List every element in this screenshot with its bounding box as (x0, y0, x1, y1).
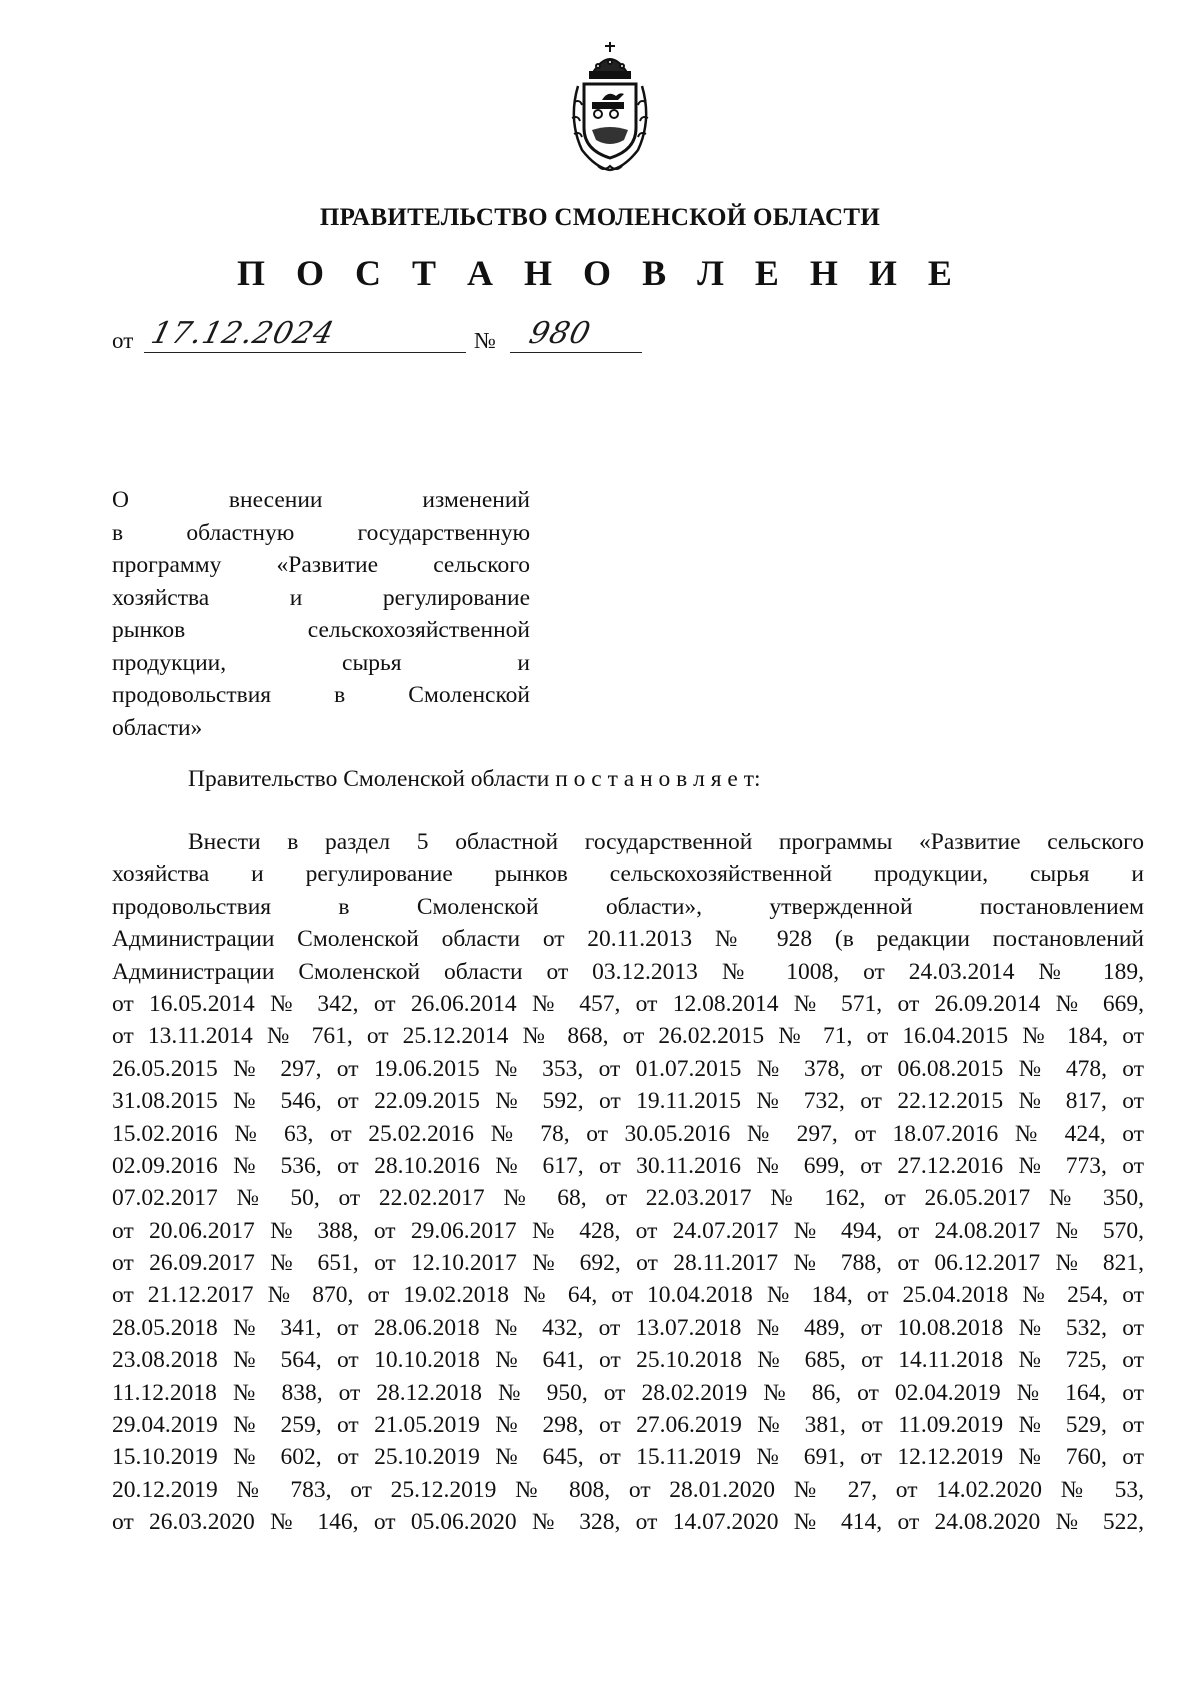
body-line: от 21.12.2017 № 870, от 19.02.2018 № 64, от 10.04.2018 № 184, от 25.04.2018 № 254, от (112, 1282, 1144, 1309)
document-subject (112, 484, 530, 744)
subject-line: продовольствия в Смоленской (112, 682, 530, 708)
body-line: 07.02.2017 № 50, от 22.02.2017 № 68, от 22.03.2017 № 162, от 26.05.2017 № 350, (112, 1185, 1144, 1212)
document-body (112, 826, 1144, 1539)
preamble-text: Правительство Смоленской области п о с т а н о в л я е т: (188, 766, 761, 792)
handwritten-number: 980 (525, 316, 595, 351)
body-line: от 16.05.2014 № 342, от 26.06.2014 № 457, от 12.08.2014 № 571, от 26.09.2014 № 669, (112, 990, 1144, 1017)
body-line: от 26.03.2020 № 146, от 05.06.2020 № 328, от 14.07.2020 № 414, от 24.08.2020 № 522, (112, 1509, 1144, 1536)
body-line: 15.10.2019 № 602, от 25.10.2019 № 645, от 15.11.2019 № 691, от 12.12.2019 № 760, от (112, 1444, 1144, 1471)
date-field (144, 318, 466, 353)
body-line: 26.05.2015 № 297, от 19.06.2015 № 353, от 01.07.2015 № 378, от 06.08.2015 № 478, от (112, 1055, 1144, 1082)
subject-line: продукции, сырья и (112, 649, 530, 676)
handwritten-date: 17.12.2024 (147, 316, 339, 351)
body-line: 31.08.2015 № 546, от 22.09.2015 № 592, от 19.11.2015 № 732, от 22.12.2015 № 817, от (112, 1088, 1144, 1115)
date-label: от (112, 328, 134, 353)
body-line: продовольствия в Смоленской области», утвержденной постановлением (112, 893, 1144, 920)
subject-line: программу «Развитие сельского (112, 552, 530, 578)
number-field (510, 318, 642, 353)
body-line: Администрации Смоленской области от 20.11.2013 № 928 (в редакции постановлений (112, 926, 1144, 953)
body-line: 28.05.2018 № 341, от 28.06.2018 № 432, от 13.07.2018 № 489, от 10.08.2018 № 532, от (112, 1314, 1144, 1341)
body-line: от 13.11.2014 № 761, от 25.12.2014 № 868, от 26.02.2015 № 71, от 16.04.2015 № 184, от (112, 1023, 1144, 1050)
subject-line: области» (112, 714, 203, 741)
smolensk-coat-of-arms-icon (562, 40, 658, 178)
subject-line: в областную государственную (112, 519, 530, 546)
body-line: 02.09.2016 № 536, от 28.10.2016 № 617, от 30.11.2016 № 699, от 27.12.2016 № 773, от (112, 1152, 1144, 1179)
body-line: 15.02.2016 № 63, от 25.02.2016 № 78, от 30.05.2016 № 297, от 18.07.2016 № 424, от (112, 1120, 1144, 1147)
document-dateline (112, 316, 595, 364)
subject-line: рынков сельскохозяйственной (112, 617, 530, 643)
body-line: хозяйства и регулирование рынков сельскохозяйственной продукции, сырья и (112, 861, 1144, 888)
body-line: 29.04.2019 № 259, от 21.05.2019 № 298, от 27.06.2019 № 381, от 11.09.2019 № 529, от (112, 1412, 1144, 1439)
body-line: от 20.06.2017 № 388, от 29.06.2017 № 428, от 24.07.2017 № 494, от 24.08.2017 № 570, (112, 1217, 1144, 1244)
body-line: 20.12.2019 № 783, от 25.12.2019 № 808, от 28.01.2020 № 27, от 14.02.2020 № 53, (112, 1476, 1144, 1503)
body-line: 11.12.2018 № 838, от 28.12.2018 № 950, от 28.02.2019 № 86, от 02.04.2019 № 164, от (112, 1379, 1144, 1406)
number-label: № (474, 328, 496, 353)
body-line: Внести в раздел 5 областной государственной программы «Развитие сельского (188, 829, 1144, 855)
subject-line: О внесении изменений (112, 487, 530, 513)
organization-title: ПРАВИТЕЛЬСТВО СМОЛЕНСКОЙ ОБЛАСТИ (319, 204, 881, 231)
body-line: 23.08.2018 № 564, от 10.10.2018 № 641, от 25.10.2018 № 685, от 14.11.2018 № 725, от (112, 1347, 1144, 1374)
body-line: Администрации Смоленской области от 03.12.2013 № 1008, от 24.03.2014 № 189, (112, 958, 1144, 985)
subject-line: хозяйства и регулирование (112, 584, 530, 611)
document-type-title: П О С Т А Н О В Л Е Н И Е (237, 253, 963, 293)
body-line: от 26.09.2017 № 651, от 12.10.2017 № 692, от 28.11.2017 № 788, от 06.12.2017 № 821, (112, 1250, 1144, 1277)
